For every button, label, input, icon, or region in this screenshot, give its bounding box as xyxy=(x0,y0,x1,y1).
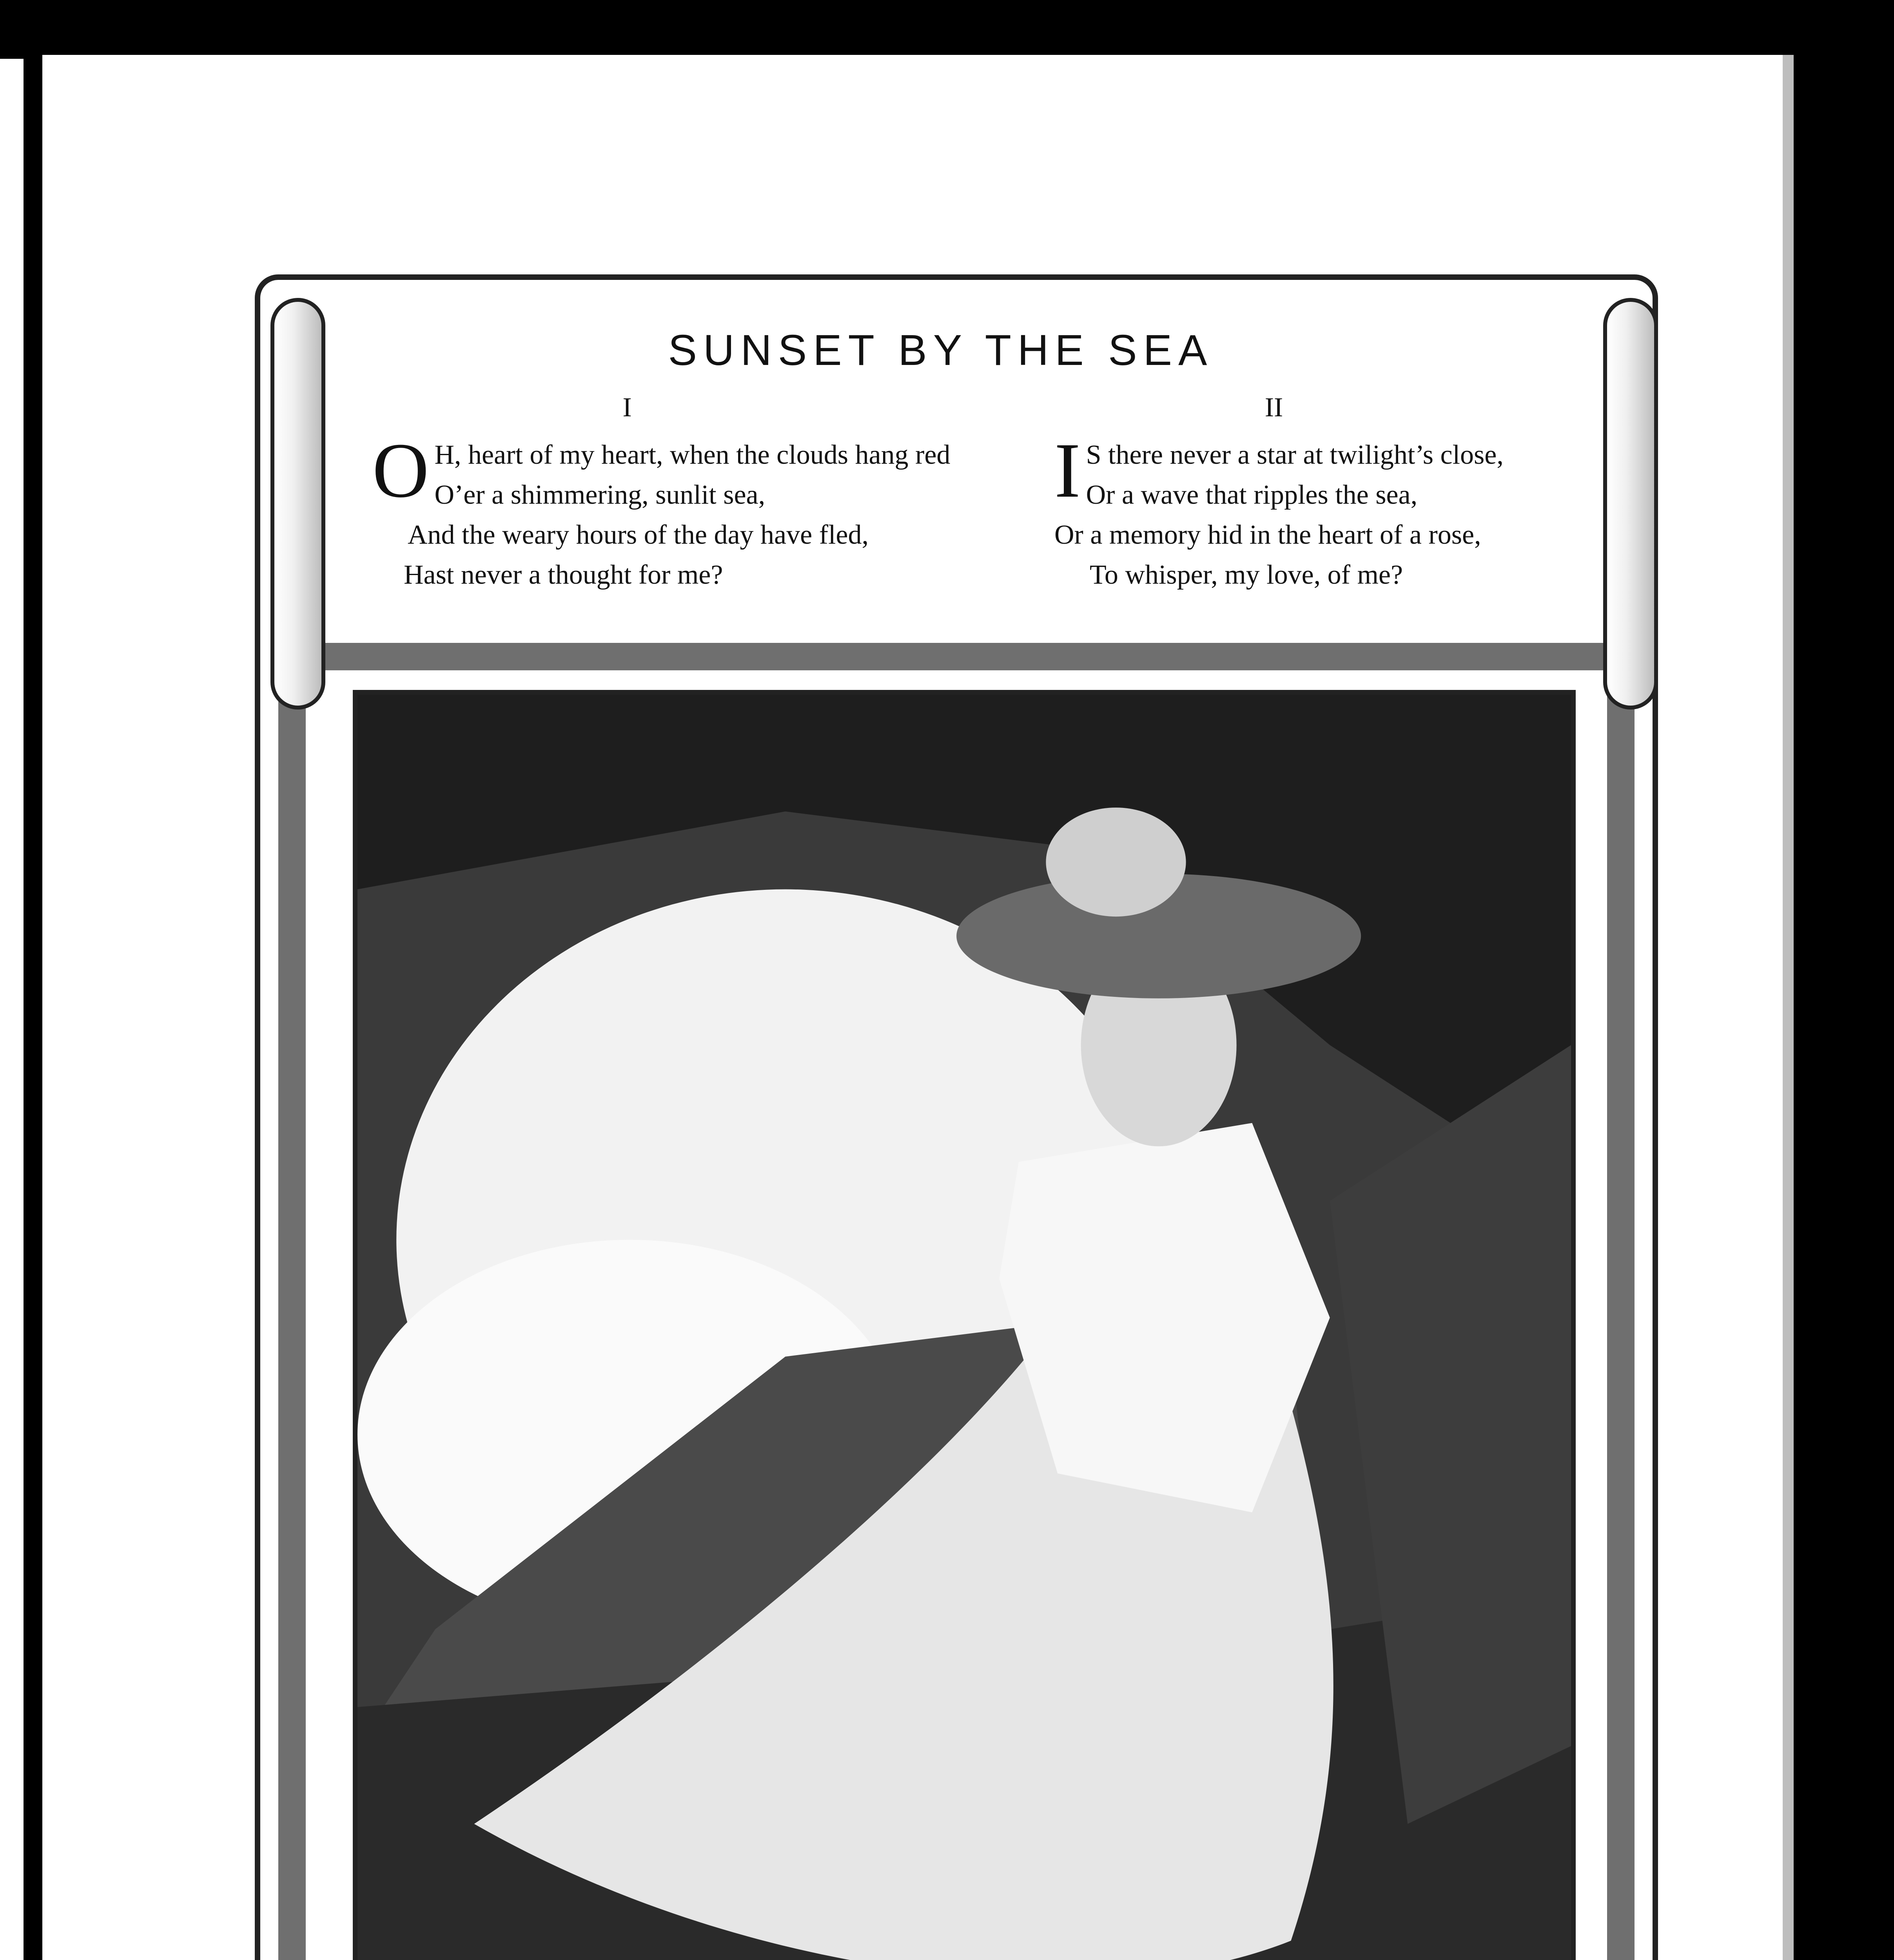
scroll-roll-icon xyxy=(270,298,325,710)
verse-line: Or a wave that ripples the sea, xyxy=(1086,480,1418,510)
stanza-1-numeral: I xyxy=(622,392,632,423)
drop-cap: I xyxy=(1054,427,1081,514)
verse-line: And the weary hours of the day have fled, xyxy=(408,520,869,550)
stanza-2 xyxy=(1054,427,1603,595)
drop-cap: O xyxy=(372,427,429,514)
woman-by-sea-illustration xyxy=(357,695,1571,1960)
poem-title: SUNSET BY THE SEA xyxy=(668,326,1214,374)
verse-line: Or a memory hid in the heart of a rose, xyxy=(1054,520,1481,550)
verse-line: To whisper, my love, of me? xyxy=(1090,560,1403,590)
page-edge-shadow xyxy=(1783,55,1794,1960)
stanza-2-numeral: II xyxy=(1264,392,1283,423)
gutter xyxy=(24,59,42,1960)
verse-line: O’er a shimmering, sunlit sea, xyxy=(434,480,766,510)
stanza-1 xyxy=(372,427,1039,595)
facing-page-edge xyxy=(0,59,24,1960)
illustration xyxy=(353,690,1576,1960)
verse-line: H, heart of my heart, when the clouds hang red xyxy=(434,440,951,470)
verse-line: Hast never a thought for me? xyxy=(404,560,723,590)
verse-line: S there never a star at twilight’s close, xyxy=(1086,440,1504,470)
scroll-roll-icon xyxy=(1603,298,1658,710)
